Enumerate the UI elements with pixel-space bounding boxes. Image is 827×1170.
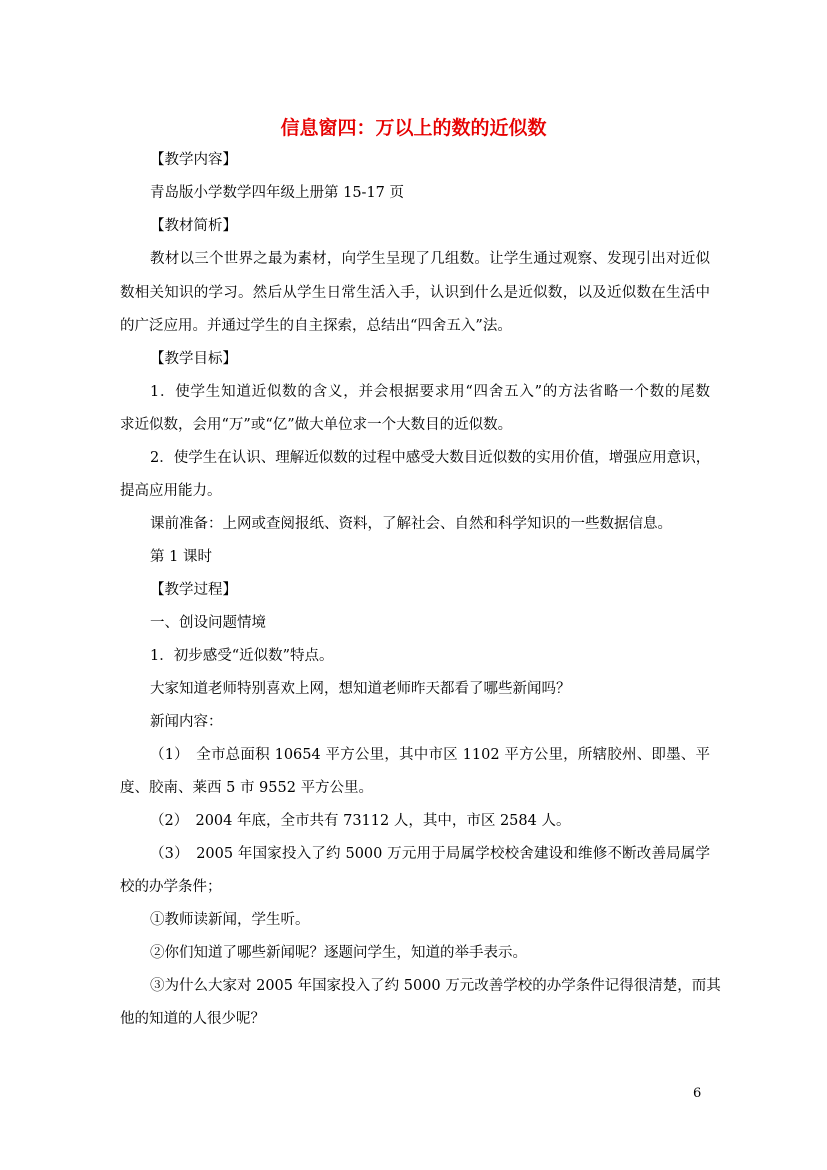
paragraph-line: 他的知道的人很少呢？ bbox=[120, 1011, 265, 1027]
paragraph-line: 一、创设问题情境 bbox=[150, 615, 266, 631]
section-heading-process: 【教学过程】 bbox=[150, 582, 237, 598]
paragraph-line: 校的办学条件； bbox=[120, 879, 222, 895]
paragraph-line: ③为什么大家对 2005 年国家投入了约 5000 万元改善学校的办学条件记得很清楚，而其 bbox=[150, 978, 721, 994]
page-number: 6 bbox=[693, 1086, 702, 1101]
paragraph-line: 1．使学生知道近似数的含义，并会根据要求用“四舍五入”的方法省略一个数的尾数 bbox=[150, 384, 710, 400]
section-heading-content: 【教学内容】 bbox=[150, 152, 237, 168]
paragraph-line: 1．初步感受“近似数”特点。 bbox=[150, 648, 334, 664]
news-item-2: （2） 2004 年底，全市共有 73112 人，其中，市区 2584 人。 bbox=[150, 813, 571, 829]
paragraph-line: 度、胶南、莱西 5 市 9552 平方公里。 bbox=[120, 780, 374, 796]
paragraph-line: ①教师读新闻，学生听。 bbox=[150, 912, 310, 928]
paragraph-line: 教材以三个世界之最为素材，向学生呈现了几组数。让学生通过观察、发现引出对近似 bbox=[150, 251, 710, 267]
paragraph-line: 数相关知识的学习。然后从学生日常生活入手，认识到什么是近似数，以及近似数在生活中 bbox=[120, 285, 710, 301]
paragraph-line: 的广泛应用。并通过学生的自主探索，总结出“四舍五入”法。 bbox=[120, 318, 512, 334]
paragraph-line: 大家知道老师特别喜欢上网，想知道老师昨天都看了哪些新闻吗？ bbox=[150, 681, 571, 697]
paragraph-line: 提高应用能力。 bbox=[120, 483, 222, 499]
paragraph-line: 课前准备：上网或查阅报纸、资料，了解社会、自然和科学知识的一些数据信息。 bbox=[150, 516, 672, 532]
paragraph-line: 新闻内容： bbox=[150, 714, 223, 730]
news-item-3: （3） 2005 年国家投入了约 5000 万元用于局属学校校舍建设和维修不断改善局属学 bbox=[150, 846, 710, 862]
section-heading-goals: 【教学目标】 bbox=[150, 351, 237, 367]
paragraph-line: 第 1 课时 bbox=[150, 549, 212, 565]
paragraph-line: 求近似数，会用“万”或“亿”做大单位求一个大数目的近似数。 bbox=[120, 417, 513, 433]
document-title: 信息窗四：万以上的数的近似数 bbox=[280, 117, 547, 139]
paragraph-line: 2．使学生在认识、理解近似数的过程中感受大数目近似数的实用价值，增强应用意识， bbox=[150, 450, 711, 466]
paragraph-line: ②你们知道了哪些新闻呢？逐题问学生，知道的举手表示。 bbox=[150, 945, 527, 961]
section-heading-analysis: 【教材简析】 bbox=[150, 218, 237, 234]
news-item-1: （1） 全市总面积 10654 平方公里，其中市区 1102 平方公里，所辖胶州、即墨、平 bbox=[150, 747, 710, 763]
paragraph-line: 青岛版小学数学四年级上册第 15-17 页 bbox=[150, 185, 405, 201]
